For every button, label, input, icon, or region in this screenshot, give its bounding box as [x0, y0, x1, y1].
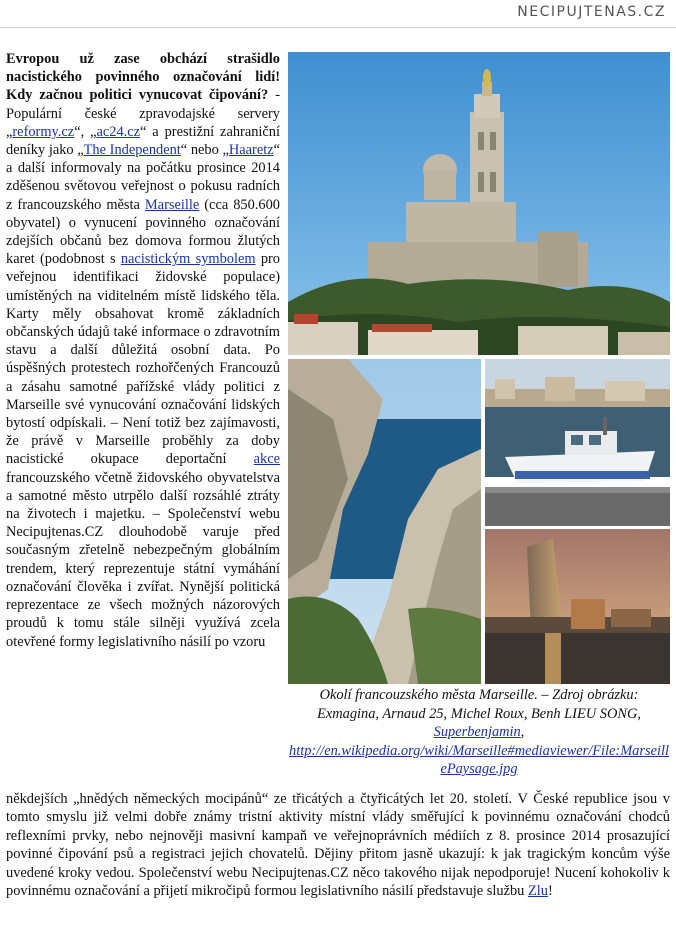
text-run: (cca 850.600 obyvatel) o vynucení povinného označování zdejších občanů bez domova formou žlutých karet (podobnost s	[6, 196, 280, 268]
article-continuation	[6, 790, 670, 900]
site-header[interactable]: NECIPUJTENAS.CZ	[517, 4, 666, 20]
article-lead: Evropou už zase obchází strašidlo nacistického povinného označování lidí! Kdy začnou politici vynucovat čipování?	[6, 51, 280, 104]
text-run: francouzského včetně židovského obyvatelstva a samotné město utrpělo další rozsáhlé ztráty na životech i majetku. – Společenství webu Necipujtenas.CZ dlouhodobě varuje před současným zřetelně nebezpečným globálním trendem, který reprezentuje státní vymáhání označování člověka i zvířat. Nynější politická reprezentace ze všech možných názorových proudů k tomu stále silněji využívá zcela otevřené formy legislativního násilí po vzoru	[6, 469, 280, 650]
text-run: “, „	[74, 123, 97, 140]
link-akce[interactable]: akce	[253, 451, 280, 468]
text-run: “ nebo „	[180, 142, 229, 159]
link-marseille[interactable]: Marseille	[144, 196, 200, 213]
link-wikipedia-source[interactable]: http://en.wikipedia.org/wiki/Marseille#mediaviewer/File:MarseillePaysage.jpg	[289, 742, 669, 778]
link-zlu[interactable]: Zlu	[527, 883, 548, 900]
link-ac24[interactable]: ac24.cz	[96, 123, 141, 140]
photo-basilica	[288, 52, 670, 355]
photo-tower-sunset	[485, 529, 670, 684]
text-run: “ a prestižní zahraniční deníky jako „	[6, 123, 280, 159]
link-superbenjamin[interactable]: Superbenjamin	[433, 724, 521, 741]
text-run: “ a další informovaly na počátku prosince 2014 zděšenou světovou veřejnost o pokusu radních z francouzského města	[6, 142, 280, 213]
link-reformy[interactable]: reformy.cz	[12, 123, 75, 140]
image-caption	[288, 686, 670, 779]
photo-calanques	[288, 359, 481, 684]
caption-comma: ,	[520, 724, 525, 741]
photo-old-port	[485, 359, 670, 526]
link-nazi-symbol[interactable]: nacistickým symbolem	[120, 251, 256, 268]
text-run: !	[547, 883, 553, 900]
link-independent[interactable]: The Independent	[83, 142, 181, 159]
article-column	[6, 50, 280, 651]
header-divider	[0, 27, 676, 28]
text-run: pro veřejnou identifikaci židovské populace) umístěných na viditelném místě lidského těla. Karty měly obsahovat kromě základních občanských údajů také informace o zdravotním stavu a další důležitá osobní data. Po úspěšných protestech rozhořčených Francouzů a zásahu samotné pařížské vlády politici z Marseille své vynucování označování lidských bytostí odpískali. – Není totiž bez zajímavosti, že právě v Marseille proběhly za doby nacistické okupace deportační	[6, 251, 280, 468]
link-haaretz[interactable]: Haaretz	[228, 142, 274, 159]
text-run: - Populární české zpravodajské servery „	[6, 87, 280, 140]
caption-text: Okolí francouzského města Marseille. – Zdroj obrázku: Exmagina, Arnaud 25, Michel Roux, Benh LIEU SONG,	[317, 687, 641, 722]
text-run: někdejších „hnědých německých mocipánů“ ze třicátých a čtyřicátých let 20. století. V České republice jsou v tomto smyslu již velmi dobře známy tristní aktivity místní vlády směřující k povinnému označování chodců reflexními prvky, nebo nejnověji masivní kampaň ve veřejnoprávních médiích z 8. prosince 2014 prosazující povinné čipování psů a registraci jejich chovatelů. Dějiny přitom jasně ukazují: k jak tragickým koncům výše uvedené kroky vedou. Společenství webu Necipujtenas.CZ něco takového nijak nepodporuje! Nucení kohokoliv k povinnému označování a přijetí mikročipů formou legislativního násilí představuje službu	[6, 791, 670, 900]
